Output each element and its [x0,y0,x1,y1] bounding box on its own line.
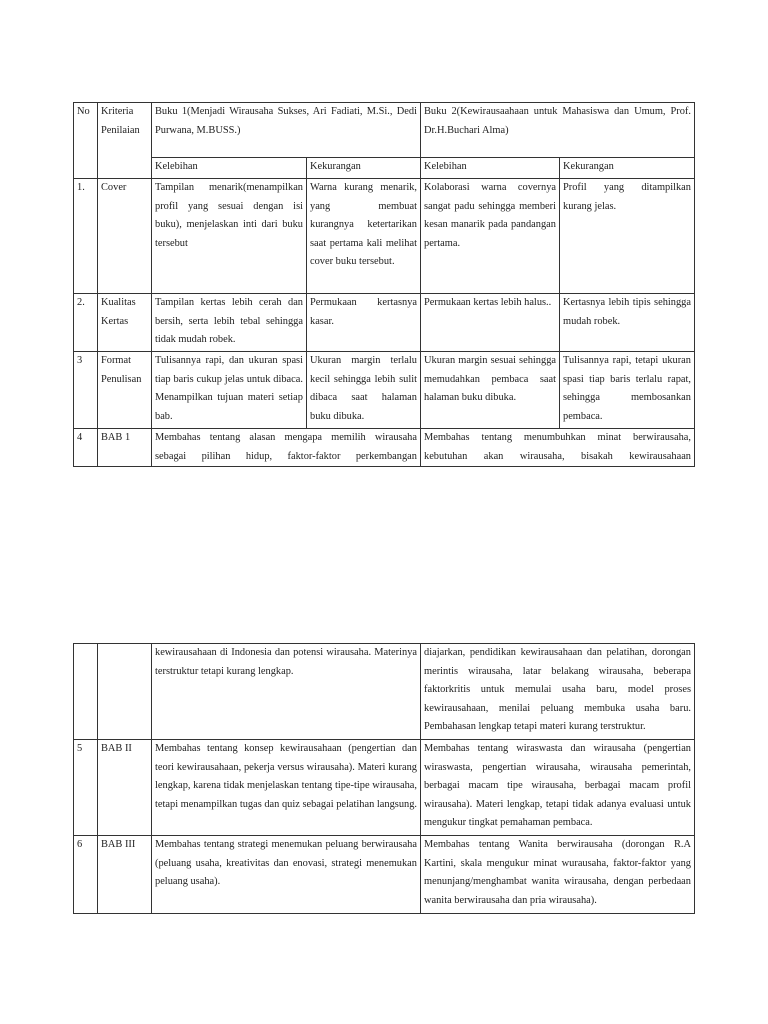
table-row [74,644,695,740]
book1-summary-cell: Membahas tentang alasan mengapa memilih wirausaha sebagai pilihan hidup, faktor-faktor perkembangan [152,429,421,467]
row-number: 5 [74,740,98,836]
table-header-row [74,103,695,158]
comparison-table [73,102,695,467]
book1-summary-cell: Membahas tentang konsep kewirausahaan (pengertian dan teori kewirausahaan, pekerja versus wirausaha). Materi kurang lengkap, karena tidak menjelaskan tentang tipe-tipe wirausaha, tetapi menampilkan tugas dan quiz sebagai pelatihan langsung. [152,740,421,836]
book2-disadvantage-cell: Profil yang ditampilkan kurang jelas. [560,179,695,294]
table-subheader-row [74,158,695,179]
book2-summary-cell: Membahas tentang menumbuhkan minat berwirausaha, kebutuhan akan wirausaha, bisakah kewirausahaan [421,429,695,467]
row-number: 4 [74,429,98,467]
book2-summary-cell: Membahas tentang wiraswasta dan wirausaha (pengertian wiraswasta, pengertian wirausaha, wirausaha pemerintah, berbagai macam tipe wirausaha, berbagai macam profil wirausaha). Materi lengkap, tetapi tidak adanya evaluasi untuk mengukur tingkat pemahaman pembaca. [421,740,695,836]
row-criteria: Kualitas Kertas [98,294,152,352]
book1-summary-cell: kewirausahaan di Indonesia dan potensi wirausaha. Materinya terstruktur tetapi kurang lengkap. [152,644,421,740]
table-row [74,179,695,294]
header-book2-advantages: Kelebihan [421,158,560,179]
header-book1: Buku 1(Menjadi Wirausaha Sukses, Ari Fadiati, M.Si., Dedi Purwana, M.BUSS.) [152,103,421,158]
row-criteria: BAB II [98,740,152,836]
row-number: 1. [74,179,98,294]
book1-disadvantage-cell: Ukuran margin terlalu kecil sehingga lebih sulit dibaca saat halaman buku dibuka. [307,352,421,429]
header-book2-disadvantages: Kekurangan [560,158,695,179]
book2-advantage-cell: Ukuran margin sesuai sehingga memudahkan pembaca saat halaman buku dibuka. [421,352,560,429]
row-number: 3 [74,352,98,429]
book2-advantage-cell: Permukaan kertas lebih halus.. [421,294,560,352]
header-no: No [74,103,98,179]
row-criteria [98,644,152,740]
header-book2: Buku 2(Kewirausaahaan untuk Mahasiswa dan Umum, Prof. Dr.H.Buchari Alma) [421,103,695,158]
row-criteria: Cover [98,179,152,294]
header-book1-advantages: Kelebihan [152,158,307,179]
row-number [74,644,98,740]
book1-disadvantage-cell: Warna kurang menarik, yang membuat kurangnya ketertarikan saat pertama kali melihat cover buku tersebut. [307,179,421,294]
row-criteria: BAB III [98,836,152,914]
book1-advantage-cell: Tampilan menarik(menampilkan profil yang sesuai dengan isi buku), menjelaskan inti dari buku tersebut [152,179,307,294]
book2-summary-cell: diajarkan, pendidikan kewirausahaan dan pelatihan, dorongan merintis wirausaha, latar belakang wirausaha, beberapa faktorkritis untuk memulai usaha baru, model proses kewirausahaan, menilai peluang membuka usaha baru. Pembahasan lengkap tetapi materi kurang terstruktur. [421,644,695,740]
book2-summary-cell: Membahas tentang Wanita berwirausaha (dorongan R.A Kartini, skala mengukur minat wurausaha, faktor-faktor yang menunjang/menghambat wanita wirausaha, dengan perbedaan wanita berwirausaha dan pria wirausaha). [421,836,695,914]
table-row [74,836,695,914]
row-number: 6 [74,836,98,914]
table-row [74,352,695,429]
header-book1-disadvantages: Kekurangan [307,158,421,179]
table-row [74,429,695,467]
row-criteria: Format Penulisan [98,352,152,429]
book2-disadvantage-cell: Kertasnya lebih tipis sehingga mudah robek. [560,294,695,352]
book1-advantage-cell: Tampilan kertas lebih cerah dan bersih, serta lebih tebal sehingga tidak mudah robek. [152,294,307,352]
table-row [74,294,695,352]
row-number: 2. [74,294,98,352]
header-criteria: Kriteria Penilaian [98,103,152,179]
book2-advantage-cell: Kolaborasi warna covernya sangat padu sehingga memberi kesan manarik pada pandangan pertama. [421,179,560,294]
book2-disadvantage-cell: Tulisannya rapi, tetapi ukuran spasi tiap baris terlalu rapat, sehingga membosankan pembaca. [560,352,695,429]
comparison-table-continued [73,643,695,914]
book1-summary-cell: Membahas tentang strategi menemukan peluang berwirausaha (peluang usaha, kreativitas dan enovasi, strategi menemukan peluang usaha). [152,836,421,914]
book1-disadvantage-cell: Permukaan kertasnya kasar. [307,294,421,352]
book1-advantage-cell: Tulisannya rapi, dan ukuran spasi tiap baris cukup jelas untuk dibaca. Menampilkan tujuan materi setiap bab. [152,352,307,429]
row-criteria: BAB 1 [98,429,152,467]
table-row [74,740,695,836]
